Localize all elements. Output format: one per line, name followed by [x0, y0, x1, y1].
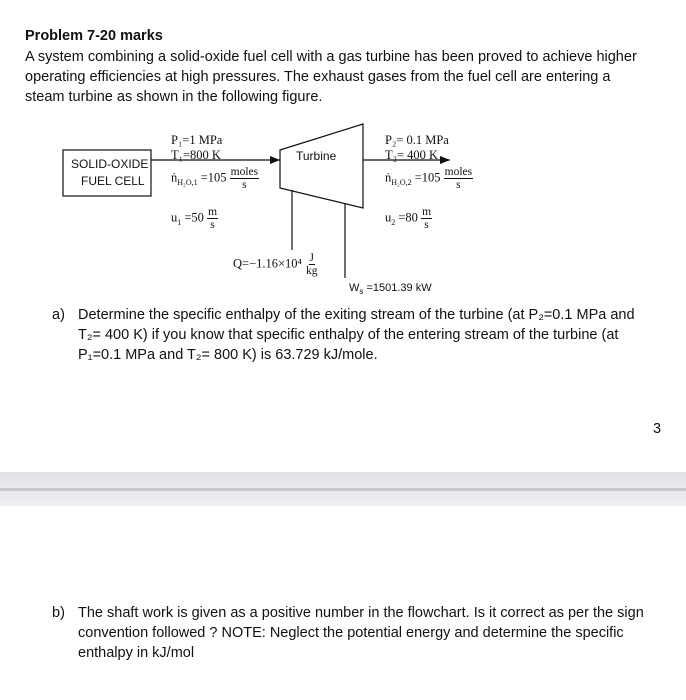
heat-transfer-label: Q=−1.16×10⁴ $\frac{J}{kg}$: [233, 252, 318, 277]
question-a-line: P₁=0.1 MPa and T₂= 800 K) is 63.729 kJ/mole.: [78, 347, 378, 363]
process-flow-diagram: [55, 118, 515, 303]
question-a-label: a): [52, 307, 65, 323]
outlet-temperature: T₂= 400 K: [385, 148, 439, 162]
problem-title: Problem 7-20 marks: [25, 28, 163, 44]
intro-line: steam turbine as shown in the following figure.: [25, 89, 323, 105]
turbine-label: Turbine: [296, 149, 337, 163]
question-b-line: enthalpy in kJ/mol: [78, 645, 195, 661]
inlet-pressure: P₁=1 MPa: [171, 133, 223, 147]
page-2: [0, 506, 686, 700]
question-a-line: Determine the specific enthalpy of the exiting stream of the turbine (at P₂=0.1 MPa and: [78, 307, 635, 323]
inlet-velocity: $u_1 =50$ $\frac{m}{s}$: [171, 206, 218, 231]
shaft-work-label: $W_s =1501.39$ kW: [349, 282, 432, 297]
inlet-molar-flow: ṅ$_{H_2O,1}$ =105 $\frac{\text{moles}}{s}$: [171, 166, 259, 191]
intro-line: operating efficiencies at high pressures. The exhaust gases from the fuel cell are entering a: [25, 69, 611, 85]
question-a: [52, 305, 677, 367]
intro-line: A system combining a solid-oxide fuel cell with a gas turbine has been proved to achieve higher: [25, 49, 637, 65]
fuel-cell-label-1: SOLID-OXIDE: [71, 157, 149, 171]
inlet-arrow: [270, 156, 280, 164]
inlet-temperature: T₁=800 K: [171, 148, 221, 162]
fuel-cell-label-2: FUEL CELL: [81, 174, 145, 188]
page-separator-line: [0, 488, 686, 491]
outlet-arrow: [440, 156, 450, 164]
question-a-line: T₂= 400 K) if you know that specific enthalpy of the entering stream of the turbine (at: [78, 327, 619, 343]
outlet-velocity: $u_2 =80$ $\frac{m}{s}$: [385, 206, 432, 231]
problem-intro: [25, 47, 675, 107]
question-b: [52, 603, 677, 665]
outlet-pressure: P₂= 0.1 MPa: [385, 133, 449, 147]
question-b-label: b): [52, 605, 65, 621]
question-b-line: convention followed ? NOTE: Neglect the potential energy and determine the specific: [78, 625, 624, 641]
outlet-molar-flow: ṅ$_{H_2O,2}$ =105 $\frac{\text{moles}}{s}$: [385, 166, 473, 191]
question-b-line: The shaft work is given as a positive number in the flowchart. Is it correct as per the sign: [78, 605, 644, 621]
page-number: 3: [653, 421, 662, 437]
